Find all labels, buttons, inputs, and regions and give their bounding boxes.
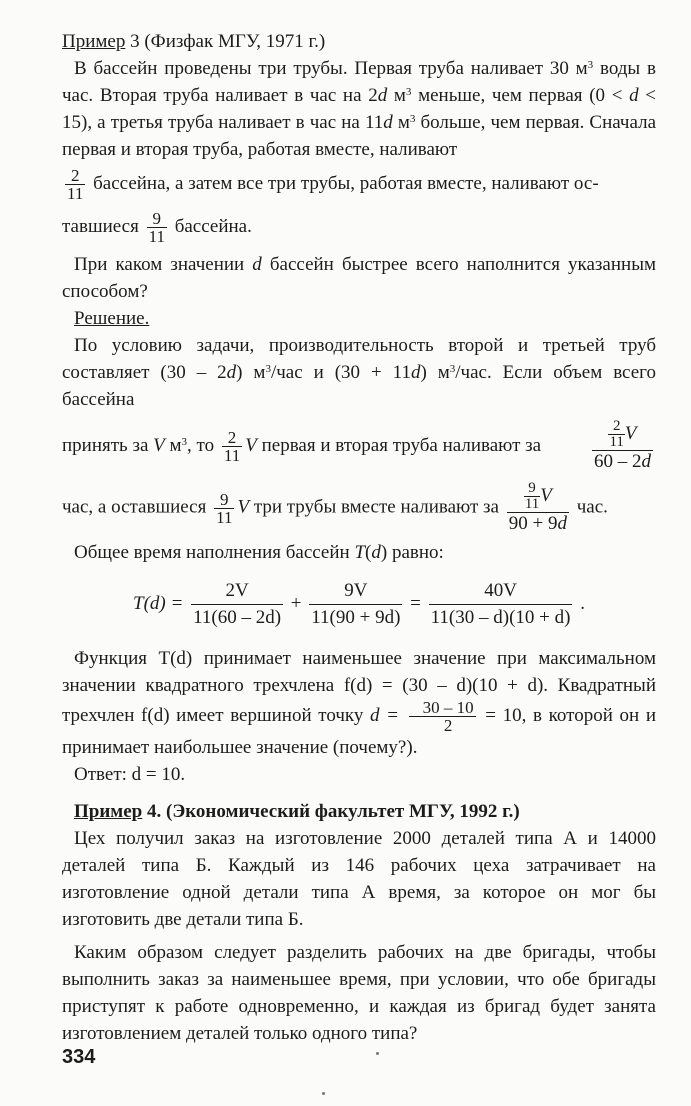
- example-3-problem: В бассейн проведены три трубы. Первая труба наливает 30 $м^3$ воды в час. Вторая труба наливает в час на 2d $м^3$ меньше, чем первая (0 < d < 15), а третья труба наливает в час на 11d $м^3$ больше, чем первая. Сначала первая и вторая труба, работая вместе, наливают: [62, 58, 657, 160]
- solution-text-3: час, а оставшиеся $\frac{9}{11}$ V три трубы вместе наливают за $\frac{9}{11}$ V 90 + 9d час.: [62, 480, 608, 534]
- solution-heading: Решение.: [74, 308, 150, 329]
- page-number: 334: [62, 1046, 96, 1068]
- fraction-time-123: $\frac{9}{11}$ V 90 + 9d: [508, 480, 567, 534]
- example-3-question: При каком значении d бассейн быстрее всего наполнится указанным способом?: [62, 254, 656, 302]
- solution-text-4: Общее время наполнения бассейн T(d) равно:: [74, 542, 444, 563]
- fraction-9-11: $\frac{9}{11}$: [148, 209, 165, 246]
- fraction-time-12: $\frac{2}{11}$ V 60 – 2d: [594, 418, 651, 472]
- example-3-label: Пример: [62, 31, 126, 52]
- example-3-source: 3 (Физфак МГУ, 1971 г.): [125, 31, 326, 52]
- fraction-2-11: $\frac{2}{11}$: [67, 166, 84, 203]
- fraction-2-11-v: $\frac{2}{11}$: [223, 427, 241, 465]
- solution-text-1: По условию задачи, производительность второй и третьей труб составляет (30 – 2d) $м^3$/час и (30 + 11d) $м^3$/час. Если объем всего бассейна: [62, 335, 656, 410]
- answer: Ответ: d = 10.: [74, 764, 186, 785]
- page-content: [62, 28, 656, 1047]
- example-3-problem-cont: $\frac{2}{11}$ бассейна, а затем все три трубы, работая вместе, наливают ос-: [67, 166, 599, 203]
- solution-text-5: Функция T(d) принимает наименьшее значение при максимальном значении квадратного трехчлена f(d) = (30 – d)(10 + d). Квадратный трехчлен f(d) имеет вершиной точку d = $\frac{30 - 10}{2}$ = 10, в которой он и принимает наибольшее значение (почему?).: [62, 648, 657, 758]
- fraction-9-11-v: $\frac{9}{11}$: [216, 489, 233, 527]
- total-time-formula: T(d) = $\frac{2V}{11(60 - 2d)}$ + $\frac{9V}{11(90 + 9d)}$ = $\frac{40V}{11(30 - d)(10 + d)}$ .: [133, 580, 585, 628]
- example-4-heading: Пример 4. (Экономический факультет МГУ, 1992 г.): [74, 801, 520, 822]
- example-4-problem: Цех получил заказ на изготовление 2000 деталей типа А и 14000 деталей типа Б. Каждый из 146 рабочих цеха затрачивает на изготовление одной детали типа А время, за которое он мог бы изготовить две детали типа Б.: [62, 828, 656, 930]
- solution-text-2: принять за V $м^3$, то $\frac{2}{11}$ V первая и вторая труба наливают за $\frac{2}{11}$ V 60 – 2d: [62, 418, 651, 472]
- scan-speck: [322, 1092, 325, 1095]
- scan-speck: [376, 1052, 379, 1055]
- example-4-question: Каким образом следует разделить рабочих на две бригады, чтобы выполнить заказ за наименьшее время, при условии, что обе бригады приступят к работе одновременно, и каждая из бригад будет занята изготовлением деталей только одного типа?: [62, 942, 656, 1044]
- fraction-vertex: $\frac{30 - 10}{2}$: [409, 699, 476, 734]
- example-3-problem-end: тавшиеся $\frac{9}{11}$ бассейна.: [62, 209, 252, 246]
- example-3-heading: [62, 28, 656, 55]
